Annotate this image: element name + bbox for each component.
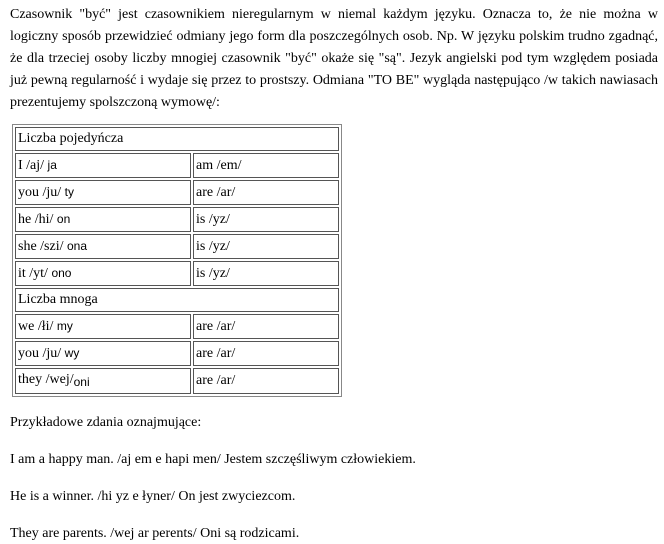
intro-paragraph: Czasownik "być" jest czasownikiem nieregularnym w niemal każdym języku. Oznacza to, że nie można w logiczny sposób przewidzieć odmiany jego form dla poszczególnych osob. Np. W języku polskim trudno zgadnąć, że dla trzeciej osoby liczby mnogiej czasownik "być" okaże się "są". Jezyk angielski pod tym względem posiada już pewną regularność i wydaje się przez to prostszy. Odmiana "TO BE" wygląda następująco /w takich nawiasach prezentujemy spolszczoną wymowę/: [10,7,658,110]
table-row [15,153,339,178]
pronoun-pl: my [56,319,73,333]
pronoun-pl: wy [64,346,80,360]
conjugation-table [12,124,342,397]
table-row [15,207,339,232]
pronoun-en: you /ju/ [18,185,65,200]
pronoun-en: it /yt/ [18,266,52,281]
pronoun-pl: ono [51,266,72,280]
pronoun-pl: ty [64,185,75,199]
singular-header: Liczba pojedyńcza [15,127,339,151]
example-sentence: He is a winner. /hi yz e łyner/ On jest zwyciezcom. [10,489,296,504]
verb-form: are /ar/ [193,314,339,339]
table-row [15,368,339,394]
pronoun-en: we /łi/ [18,319,57,334]
pronoun-pl: ja [47,158,57,172]
example-sentence: They are parents. /wej ar perents/ Oni są rodzicami. [10,526,300,541]
pronoun-en: I /aj/ [18,158,48,173]
pronoun-en: you /ju/ [18,346,65,361]
pronoun-en: they /wej/ [18,372,74,387]
table-row [15,180,339,205]
example-sentence: I am a happy man. /aj em e hapi men/ Jestem szczęśliwym człowiekiem. [10,452,416,467]
pronoun-en: she /szi/ [18,239,67,254]
pronoun-pl: on [56,212,71,226]
table-row [15,314,339,339]
verb-form: is /yz/ [193,261,339,286]
table-row [15,341,339,366]
verb-form: are /ar/ [193,368,339,394]
pronoun-pl: ona [67,239,88,253]
pronoun-pl: oni [73,375,90,389]
verb-form: are /ar/ [193,180,339,205]
plural-header: Liczba mnoga [15,288,339,312]
examples-heading: Przykładowe zdania oznajmujące: [10,415,202,430]
pronoun-en: he /hi/ [18,212,57,227]
verb-form: are /ar/ [193,341,339,366]
table-row [15,234,339,259]
table-row [15,261,339,286]
verb-form: am /em/ [193,153,339,178]
verb-form: is /yz/ [193,234,339,259]
verb-form: is /yz/ [193,207,339,232]
